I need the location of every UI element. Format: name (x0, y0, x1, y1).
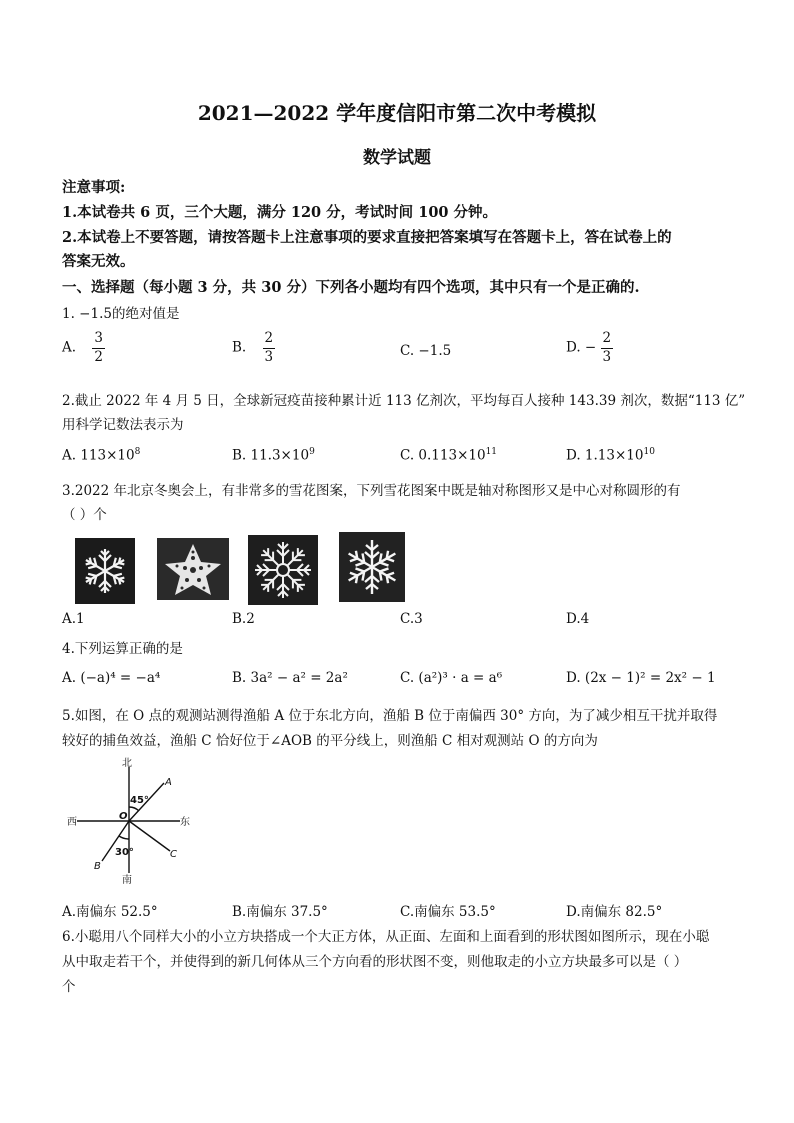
snowflake-classic-icon (339, 532, 405, 602)
q1-d-label: D. − (566, 339, 597, 356)
snowflake-circle-icon (248, 535, 318, 605)
q1-a-label: A. (62, 339, 77, 356)
snowflake-image-1 (75, 538, 135, 604)
q6-stem-line3: 个 (62, 979, 76, 995)
q4-stem: 4.下列运算正确的是 (62, 641, 183, 657)
page-title: 2021—2022 学年度信阳市第二次中考模拟 (197, 101, 597, 125)
q1-d-denominator: 3 (602, 348, 612, 365)
q2-option-d: D. $1.13\times 10^{10}$ (566, 447, 655, 464)
q1-option-b (232, 332, 275, 364)
ray-oc (129, 821, 170, 851)
q1-b-label: B. (232, 339, 247, 356)
q1-a-denominator: 2 (94, 348, 103, 365)
q1-option-c: C. −1.5 (400, 343, 452, 359)
q1-b-denominator: 3 (264, 348, 274, 365)
notice-item-2-line1: 2.本试卷上不要答题，请按答题卡上注意事项的要求直接把答案填写在答题卡上，答在试卷上的 (62, 229, 672, 246)
snowflake-image-2 (157, 538, 229, 600)
q3-option-a: A.1 (62, 611, 85, 627)
q3-option-d: D.4 (566, 611, 590, 627)
q3-option-b: B.2 (232, 611, 255, 627)
q2-option-c: C. $0.113\times 10^{11}$ (400, 447, 498, 464)
q1-stem: 1. −1.5的绝对值是 (62, 306, 180, 322)
q5-stem-line2: 较好的捕鱼效益，渔船 C 恰好位于∠AOB 的平分线上，则渔船 C 相对观测站 O 的方向为 (62, 733, 598, 749)
q4-option-a: A. (−a)⁴ = −a⁴ (62, 670, 161, 686)
label-west: 西 (67, 817, 77, 828)
snowflake-icon (75, 538, 135, 604)
q2-stem-line1: 2.截止 2022 年 4 月 5 日，全球新冠疫苗接种累计近 113 亿剂次，平均每百人接种 143.39 剂次，数据“113 亿” (62, 393, 746, 409)
q1-b-numerator: 2 (263, 332, 276, 349)
q5-option-d: D.南偏东 82.5° (566, 904, 663, 920)
label-b: B (94, 861, 101, 872)
section-1-heading: 一、选择题（每小题 3 分，共 30 分）下列各小题均有四个选项，其中只有一个是正确的. (62, 279, 640, 296)
label-a: A (165, 777, 172, 788)
label-o: O (119, 811, 128, 822)
q2-stem-line2: 用科学记数法表示为 (62, 417, 184, 433)
q5-option-b: B.南偏东 37.5° (232, 904, 328, 920)
q3-stem-line2: （ ）个 (62, 507, 107, 523)
q1-a-numerator: 3 (92, 332, 105, 349)
q1-option-d (566, 332, 613, 364)
q1-option-a (62, 332, 105, 364)
label-east: 东 (180, 817, 190, 828)
q1-a-fraction (92, 332, 105, 364)
label-angle-30: 30° (115, 847, 134, 858)
q1-d-numerator: 2 (601, 332, 614, 349)
q6-stem-line2: 从中取走若干个，并使得到的新几何体从三个方向看的形状图不变，则他取走的小立方块最多可以是（ ） (62, 954, 688, 970)
notice-heading: 注意事项: (62, 179, 126, 196)
q1-d-fraction (601, 332, 614, 364)
snowflake-image-3 (248, 535, 318, 605)
q2-option-b: B. $11.3\times 10^9$ (232, 447, 315, 464)
notice-item-2-line2: 答案无效。 (62, 253, 135, 270)
q5-direction-diagram (62, 755, 212, 887)
q5-stem-line1: 5.如图，在 O 点的观测站测得渔船 A 位于东北方向，渔船 B 位于南偏西 30° 方向，为了减少相互干扰并取得 (62, 708, 718, 724)
snowflake-star-icon (157, 538, 229, 600)
angle-arc-30 (119, 836, 129, 839)
q5-option-c: C.南偏东 53.5° (400, 904, 496, 920)
q4-option-c: C. (a²)³ · a = a⁶ (400, 670, 503, 686)
q1-b-fraction (263, 332, 276, 364)
notice-item-1: 1.本试卷共 6 页，三个大题，满分 120 分，考试时间 100 分钟。 (62, 204, 498, 221)
angle-arc-45 (129, 807, 139, 811)
q5-option-a: A.南偏东 52.5° (62, 904, 158, 920)
page-subtitle: 数学试题 (363, 148, 431, 168)
q6-stem-line1: 6.小聪用八个同样大小的小立方块搭成一个大正方体，从正面、左面和上面看到的形状图如图所示，现在小聪 (62, 929, 710, 945)
q4-option-b: B. 3a² − a² = 2a² (232, 670, 348, 686)
q4-option-d: D. (2x − 1)² = 2x² − 1 (566, 670, 716, 686)
q2-option-a: A. $113\times 10^8$ (62, 447, 141, 464)
label-angle-45: 45° (130, 795, 149, 806)
snowflake-image-4 (339, 532, 405, 602)
q3-option-c: C.3 (400, 611, 423, 627)
q3-stem-line1: 3.2022 年北京冬奥会上，有非常多的雪花图案，下列雪花图案中既是轴对称图形又是中心对称圆形的有 (62, 483, 681, 499)
label-c: C (170, 849, 177, 860)
label-south: 南 (122, 875, 132, 886)
label-north: 北 (122, 758, 132, 769)
